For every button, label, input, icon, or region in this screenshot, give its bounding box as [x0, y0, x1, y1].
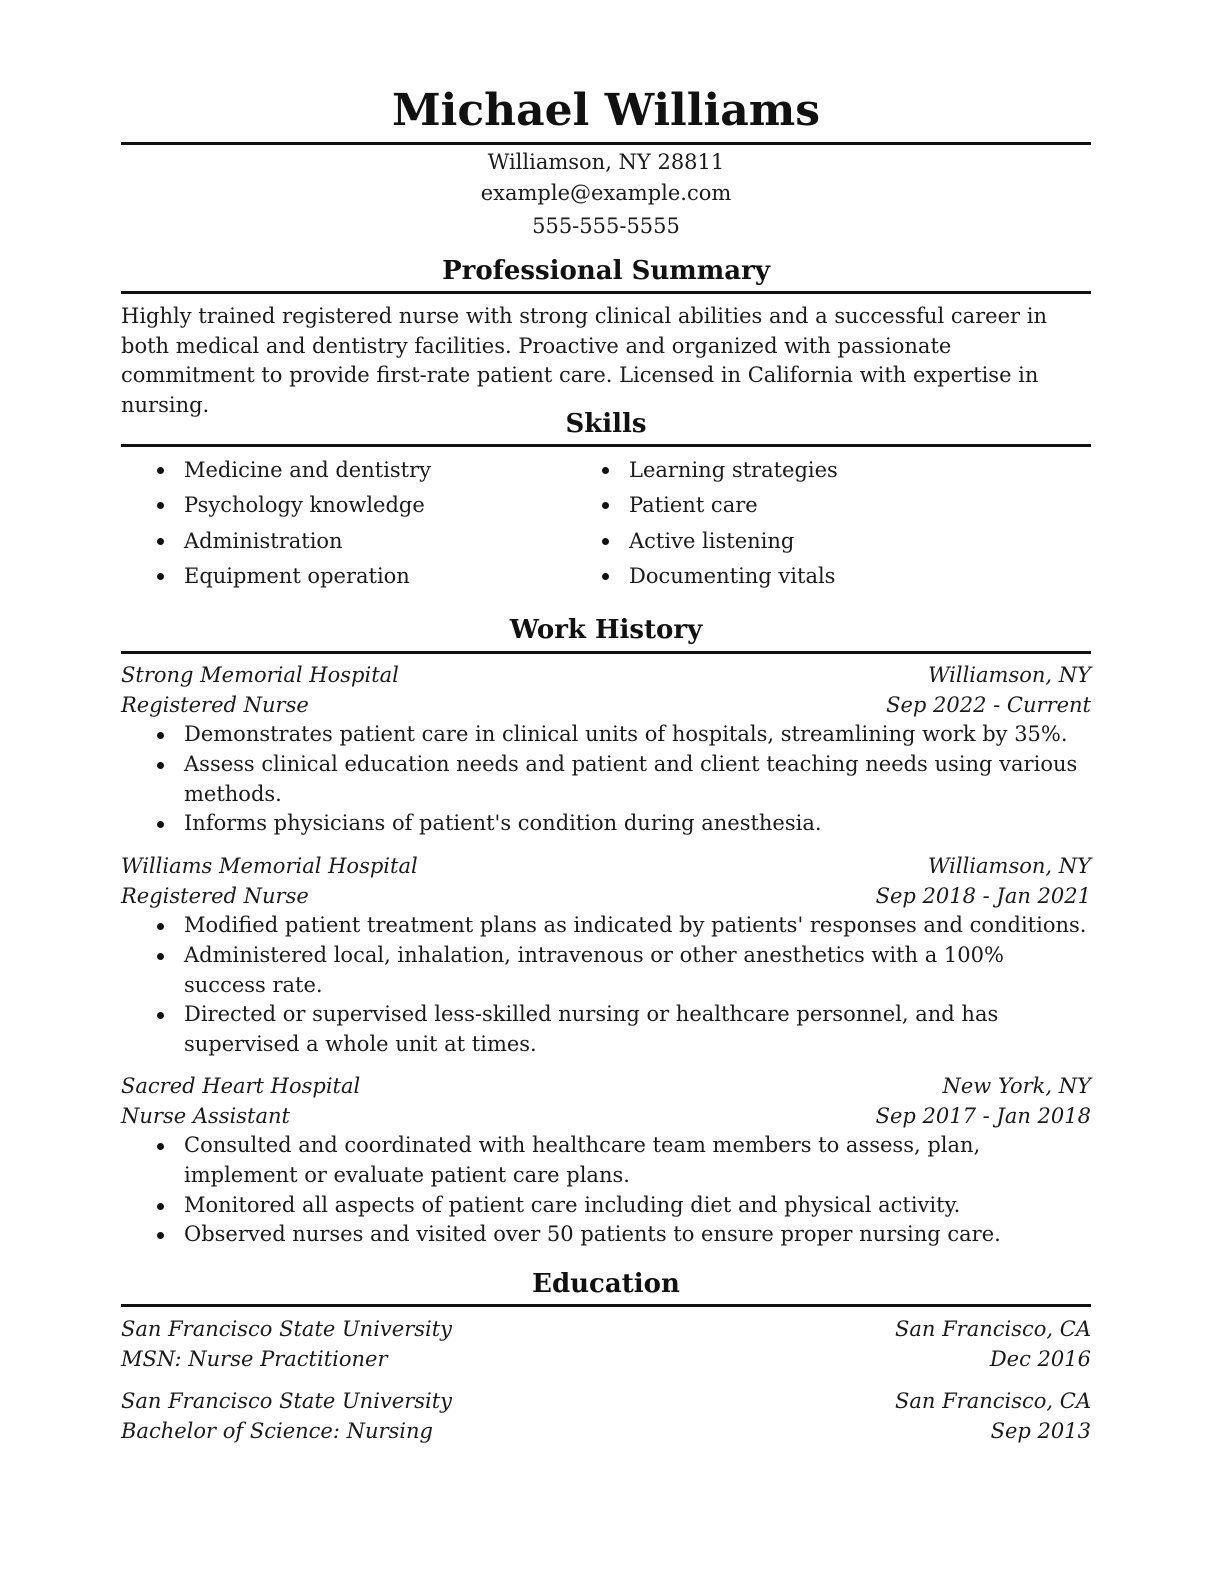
job-role: Nurse Assistant [121, 1103, 290, 1128]
bullet-icon [602, 538, 609, 545]
summary-text: Highly trained registered nurse with strong clinical abilities and a successful career in both medical and dentistry facilities. Proactive and organized with passionate commitment to provide first-rate patient care. Licensed in California with expertise in nursing. [121, 304, 1047, 417]
bullet-icon [157, 732, 164, 739]
education-degree: Bachelor of Science: Nursing [121, 1418, 433, 1443]
job-role-row [121, 691, 1091, 721]
education-degree: MSN: Nurse Practitioner [121, 1346, 388, 1371]
bullet-icon [157, 1012, 164, 1019]
bullet-icon [157, 923, 164, 930]
bullet-icon [157, 1203, 164, 1210]
education-entry [121, 1387, 1091, 1446]
skill-item: Active listening [566, 526, 1066, 561]
job-location: Williamson, NY [927, 854, 1091, 878]
job-header-row [121, 1072, 1091, 1102]
skill-item: Administration [121, 526, 561, 561]
skill-item: Patient care [566, 490, 1066, 525]
skills-left-list [121, 455, 561, 597]
job-duties [121, 911, 1091, 1060]
bullet-icon [157, 502, 164, 509]
duty-item: Consulted and coordinated with healthcare team members to assess, plan, implement or evaluate patient care plans. [121, 1131, 1091, 1191]
duty-item: Modified patient treatment plans as indicated by patients' responses and conditions. [121, 911, 1091, 941]
job-dates: Sep 2018 - Jan 2021 [875, 883, 1091, 908]
work-heading: Work History [509, 615, 703, 645]
skills-heading: Skills [565, 409, 647, 439]
bullet-icon [602, 573, 609, 580]
job-employer: Williams Memorial Hospital [121, 854, 418, 878]
contact-phone: 555-555-5555 [532, 214, 680, 238]
duty-item: Informs physicians of patient's condition during anesthesia. [121, 809, 1091, 839]
skill-item: Documenting vitals [566, 561, 1066, 596]
job-duties [121, 720, 1091, 839]
duty-item: Observed nurses and visited over 50 patients to ensure proper nursing care. [121, 1220, 1091, 1250]
duty-item: Demonstrates patient care in clinical units of hospitals, streamlining work by 35%. [121, 720, 1091, 750]
education-location: San Francisco, CA [894, 1317, 1091, 1341]
bullet-icon [157, 821, 164, 828]
job-role: Registered Nurse [121, 692, 309, 717]
job-employer: Strong Memorial Hospital [121, 663, 399, 687]
education-degree-row [121, 1417, 1091, 1447]
header-divider [121, 142, 1091, 145]
education-date: Dec 2016 [989, 1346, 1091, 1371]
skill-item: Medicine and dentistry [121, 455, 561, 490]
candidate-name: Michael Williams [391, 85, 821, 136]
job-location: Williamson, NY [927, 663, 1091, 687]
job-entry [121, 1072, 1091, 1250]
bullet-icon [157, 538, 164, 545]
summary-divider [121, 291, 1091, 294]
job-dates: Sep 2017 - Jan 2018 [875, 1103, 1091, 1128]
job-dates: Sep 2022 - Current [886, 692, 1091, 717]
job-employer: Sacred Heart Hospital [121, 1074, 361, 1098]
duty-item: Monitored all aspects of patient care including diet and physical activity. [121, 1191, 1091, 1221]
job-entry [121, 852, 1091, 1060]
education-date: Sep 2013 [990, 1418, 1091, 1443]
bullet-icon [157, 467, 164, 474]
bullet-icon [602, 502, 609, 509]
job-header-row [121, 661, 1091, 691]
education-school-row [121, 1387, 1091, 1417]
contact-location: Williamson, NY 28811 [487, 150, 725, 174]
skill-item: Psychology knowledge [121, 490, 561, 525]
skill-item: Learning strategies [566, 455, 1066, 490]
job-header-row [121, 852, 1091, 882]
bullet-icon [157, 1232, 164, 1239]
job-role: Registered Nurse [121, 883, 309, 908]
job-duties [121, 1131, 1091, 1250]
duty-item: Administered local, inhalation, intravenous or other anesthetics with a 100% success rate. [121, 941, 1091, 1001]
job-role-row [121, 1102, 1091, 1132]
skills-right-list [566, 455, 1066, 597]
education-entry [121, 1315, 1091, 1374]
skill-item: Equipment operation [121, 561, 561, 596]
education-location: San Francisco, CA [894, 1389, 1091, 1413]
education-school-row [121, 1315, 1091, 1345]
job-role-row [121, 882, 1091, 912]
skills-divider [121, 444, 1091, 447]
duty-item: Assess clinical education needs and patient and client teaching needs using various methods. [121, 750, 1091, 810]
contact-email: example@example.com [480, 181, 732, 205]
bullet-icon [157, 1143, 164, 1150]
education-heading: Education [532, 1269, 680, 1299]
bullet-icon [602, 467, 609, 474]
education-school: San Francisco State University [121, 1317, 453, 1341]
job-entry [121, 661, 1091, 839]
work-divider [121, 651, 1091, 654]
summary-heading: Professional Summary [442, 256, 770, 286]
education-divider [121, 1304, 1091, 1307]
duty-item: Directed or supervised less-skilled nursing or healthcare personnel, and has supervised a whole unit at times. [121, 1000, 1091, 1060]
bullet-icon [157, 762, 164, 769]
bullet-icon [157, 573, 164, 580]
job-location: New York, NY [942, 1074, 1091, 1098]
education-school: San Francisco State University [121, 1389, 453, 1413]
education-degree-row [121, 1345, 1091, 1375]
bullet-icon [157, 953, 164, 960]
